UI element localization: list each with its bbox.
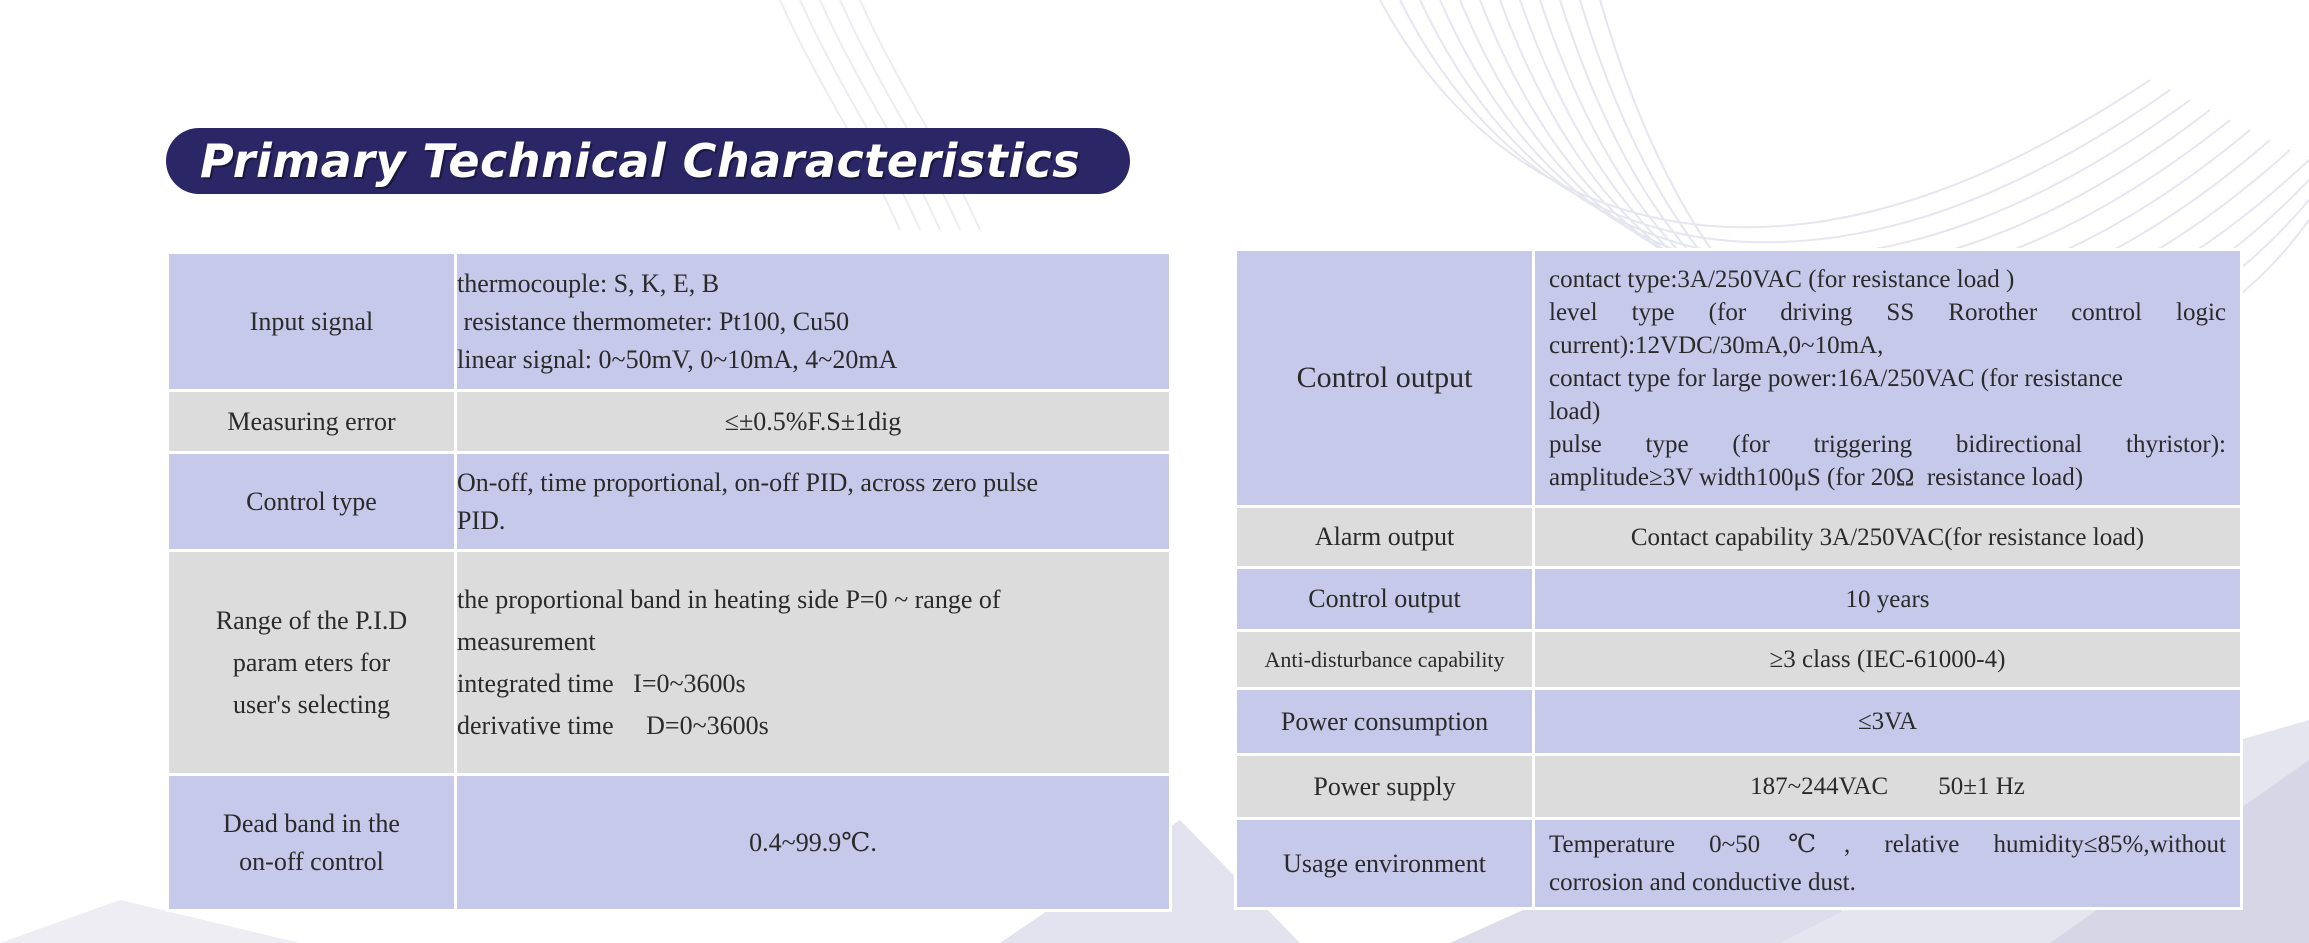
row-label: Anti-disturbance capability <box>1236 631 1534 689</box>
row-label: Control output <box>1236 250 1534 507</box>
value-line: amplitude≥3V width100μS (for 20Ω resistance load) <box>1549 463 2084 491</box>
row-value: ≤±0.5%F.S±1dig <box>456 391 1171 453</box>
row-value <box>1534 250 2242 507</box>
row-label <box>168 551 456 775</box>
row-label: Usage environment <box>1236 819 1534 909</box>
value-line: load) <box>1549 397 1601 425</box>
row-label: Input signal <box>168 253 456 391</box>
table-row <box>168 551 1171 775</box>
label-line: on-off control <box>239 846 384 876</box>
value-line: derivative time D=0~3600s <box>457 710 769 740</box>
section-title-banner <box>166 128 1130 194</box>
table-row <box>1236 250 2242 507</box>
value-line: integrated time I=0~3600s <box>457 668 746 698</box>
row-value <box>456 551 1171 775</box>
row-value: ≥3 class (IEC-61000-4) <box>1534 631 2242 689</box>
row-value: Contact capability 3A/250VAC(for resistance load) <box>1534 507 2242 568</box>
row-label: Power supply <box>1236 755 1534 819</box>
label-line: param eters for <box>232 647 391 677</box>
label-line: Dead band in the <box>223 808 400 838</box>
row-label: Power consumption <box>1236 689 1534 755</box>
section-title: Primary Technical Characteristics <box>200 134 1081 188</box>
value-line: On-off, time proportional, on-off PID, across zero pulse <box>457 467 1039 497</box>
table-row <box>168 775 1171 911</box>
right-spec-table <box>1234 248 2243 910</box>
table-row <box>168 253 1171 391</box>
value-line: measurement <box>457 626 596 656</box>
row-value <box>456 253 1171 391</box>
row-label: Control type <box>168 453 456 551</box>
row-label: Control output <box>1236 568 1534 631</box>
table-row <box>168 453 1171 551</box>
value-line: Temperature 0~50℃, relative humidity≤85%,without <box>1549 830 2226 858</box>
row-value <box>1534 819 2242 909</box>
value-line: contact type for large power:16A/250VAC (for resistance <box>1549 364 2123 392</box>
row-value: 10 years <box>1534 568 2242 631</box>
table-row <box>1236 631 2242 689</box>
table-row <box>168 391 1171 453</box>
table-row <box>1236 819 2242 909</box>
row-value <box>456 453 1171 551</box>
value-line: current):12VDC/30mA,0~10mA, <box>1549 331 1884 359</box>
row-value: 0.4~99.9℃. <box>456 775 1171 911</box>
left-spec-table <box>166 251 1172 912</box>
value-line: pulse type (for triggering bidirectional thyristor): <box>1549 430 2226 458</box>
row-value: 187~244VAC 50±1 Hz <box>1534 755 2242 819</box>
table-row <box>1236 755 2242 819</box>
label-line: Range of the P.I.D <box>215 605 408 635</box>
value-line: thermocouple: S, K, E, B <box>457 268 720 298</box>
value-line: resistance thermometer: Pt100, Cu50 <box>457 306 850 336</box>
table-row <box>1236 568 2242 631</box>
row-value: ≤3VA <box>1534 689 2242 755</box>
row-label <box>168 775 456 911</box>
table-row <box>1236 507 2242 568</box>
row-label: Alarm output <box>1236 507 1534 568</box>
label-line: user's selecting <box>232 689 391 719</box>
table-row <box>1236 689 2242 755</box>
value-line: linear signal: 0~50mV, 0~10mA, 4~20mA <box>457 344 898 374</box>
value-line: the proportional band in heating side P=0 ~ range of <box>457 584 1001 614</box>
value-line: contact type:3A/250VAC (for resistance load ) <box>1549 265 2015 293</box>
row-label: Measuring error <box>168 391 456 453</box>
value-line: PID. <box>457 505 506 535</box>
value-line: level type (for driving SS Rorother control logic <box>1549 298 2226 326</box>
value-line: corrosion and conductive dust. <box>1549 868 1856 896</box>
